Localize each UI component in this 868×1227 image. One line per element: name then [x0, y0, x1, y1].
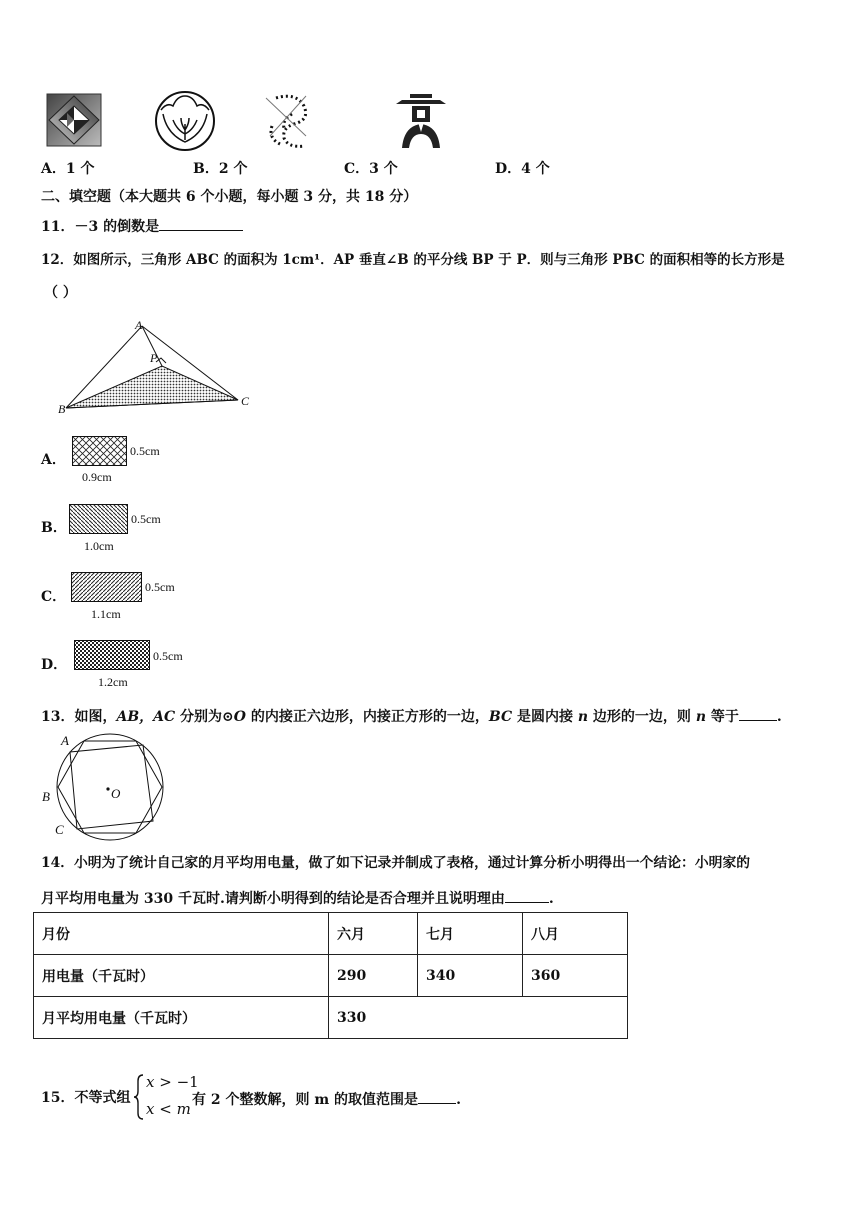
- answer-blank: [418, 1089, 456, 1104]
- q13-text: [41, 706, 782, 726]
- q15-prefix: 15．不等式组: [41, 1090, 131, 1106]
- table-row: [34, 913, 628, 955]
- table-cell: 月平均用电量（千瓦时）: [34, 997, 329, 1039]
- q15-brace: [133, 1073, 145, 1121]
- q12-option-c-height: 0.5cm: [145, 580, 175, 594]
- q12-option-c-width: 1.1cm: [91, 607, 121, 621]
- q12-option-b-width: 1.0cm: [84, 539, 114, 553]
- table-cell: 360: [523, 955, 628, 997]
- option-letter: A．: [41, 161, 66, 177]
- q12-label-p: P: [150, 351, 158, 365]
- q14-line2-end: .: [548, 891, 554, 907]
- q13-part: O: [233, 709, 246, 725]
- q13-part: .: [776, 709, 782, 725]
- q13-part: 13．如图，: [41, 709, 117, 725]
- q12-option-b-letter: B．: [41, 520, 67, 536]
- q15-suffix: [192, 1089, 461, 1109]
- option-letter: C．: [344, 161, 370, 177]
- answer-blank: [505, 888, 549, 903]
- table-cell: 月份: [34, 913, 329, 955]
- q15-ineq-mid: <: [154, 1100, 177, 1118]
- q15-ineq-rest: > −1: [154, 1073, 199, 1091]
- table-row: [34, 955, 628, 997]
- q13-part: 边形的一边，则: [588, 709, 696, 725]
- q12-option-d-width: 1.2cm: [98, 675, 128, 689]
- q13-part: n: [695, 709, 706, 725]
- table-cell: 八月: [523, 913, 628, 955]
- table-cell: 七月: [418, 913, 523, 955]
- q11: [41, 216, 243, 236]
- table-cell: 290: [329, 955, 418, 997]
- q12-option-a-letter: A．: [41, 452, 66, 468]
- q13-part: BC: [488, 709, 513, 725]
- figure-2-circle-flower: [153, 90, 217, 152]
- q12-option-b-rect: [69, 504, 129, 536]
- table-cell: 六月: [329, 913, 418, 955]
- q15-var-m: m: [176, 1100, 191, 1118]
- q14-line1: 14．小明为了统计自己家的月平均用电量，做了如下记录并制成了表格，通过计算分析小明得出一个结论：小明家的: [41, 855, 751, 871]
- q14-electricity-table: [33, 912, 628, 1039]
- q12-label-b: B: [58, 402, 66, 416]
- q13-label-b: B: [42, 789, 50, 804]
- table-row: [34, 997, 628, 1039]
- section2-heading: 二、填空题（本大题共 6 个小题，每小题 3 分，共 18 分）: [41, 189, 418, 205]
- q12-option-a-height: 0.5cm: [130, 444, 160, 458]
- q12-option-b-height: 0.5cm: [131, 512, 161, 526]
- q10-option-d: [495, 160, 550, 178]
- q12-label-c: C: [241, 394, 250, 408]
- q12-option-d-height: 0.5cm: [153, 649, 183, 663]
- q13-part: 等于: [706, 709, 739, 725]
- q15-inequality-1: [146, 1073, 199, 1091]
- q14-line2-text: 月平均用电量为 330 千瓦时.请判断小明得到的结论是否合理并且说明理由: [41, 891, 505, 907]
- q12-option-d-rect: [74, 640, 152, 672]
- figure-3-dotted-swirl: [262, 92, 318, 150]
- table-cell: 340: [418, 955, 523, 997]
- q10-option-a: [41, 160, 95, 178]
- q12-line1: 12．如图所示，三角形 ABC 的面积为 1cm¹．AP 垂直∠B 的平分线 BP 于 P．则与三角形 PBC 的面积相等的长方形是: [41, 252, 785, 268]
- q15-inequality-2: [146, 1100, 191, 1118]
- q10-option-b: [193, 160, 247, 178]
- option-text: 2 个: [218, 161, 248, 177]
- option-text: 3 个: [369, 161, 398, 177]
- q13-part: n: [577, 709, 589, 725]
- q12-option-a-width: 0.9cm: [82, 470, 112, 484]
- table-cell: 330: [329, 997, 628, 1039]
- option-letter: D．: [495, 161, 522, 177]
- q10-option-c: [344, 160, 398, 178]
- q15-var: x: [146, 1073, 155, 1091]
- q12-label-a: A: [135, 318, 143, 332]
- answer-blank: [739, 706, 777, 721]
- q13-label-a: A: [61, 733, 69, 748]
- option-text: 4 个: [521, 161, 550, 177]
- q15-end: .: [456, 1092, 461, 1108]
- option-letter: B．: [193, 161, 219, 177]
- q13-label-o: O: [111, 786, 121, 801]
- q13-part: 是圆内接: [512, 709, 578, 725]
- q14-line2: [41, 888, 554, 908]
- figure-4-pagoda-lantern: [392, 92, 450, 150]
- q13-part: 分别为⊙: [175, 709, 234, 725]
- q12-triangle-figure: [52, 314, 262, 418]
- q12-option-c-rect: [71, 572, 143, 604]
- q12-option-d-letter: D．: [41, 657, 68, 673]
- q15-suffix-text: 有 2 个整数解，则 m 的取值范围是: [192, 1092, 419, 1108]
- q13-part: AB，AC: [116, 709, 176, 725]
- table-cell: 用电量（千瓦时）: [34, 955, 329, 997]
- q12-option-c-letter: C．: [41, 589, 67, 605]
- q15-var: x: [146, 1100, 155, 1118]
- q13-part: 的内接正六边形，内接正方形的一边，: [246, 709, 489, 725]
- q12-line2: （ ）: [44, 285, 77, 301]
- q13-circle-figure: [52, 731, 168, 843]
- option-text: 1 个: [65, 161, 95, 177]
- answer-blank: [159, 216, 243, 231]
- q11-text: 11．－3 的倒数是: [41, 219, 160, 235]
- q12-option-a-rect: [72, 436, 128, 468]
- figure-1-pinwheel-square: [45, 92, 103, 148]
- q13-label-c: C: [55, 822, 64, 837]
